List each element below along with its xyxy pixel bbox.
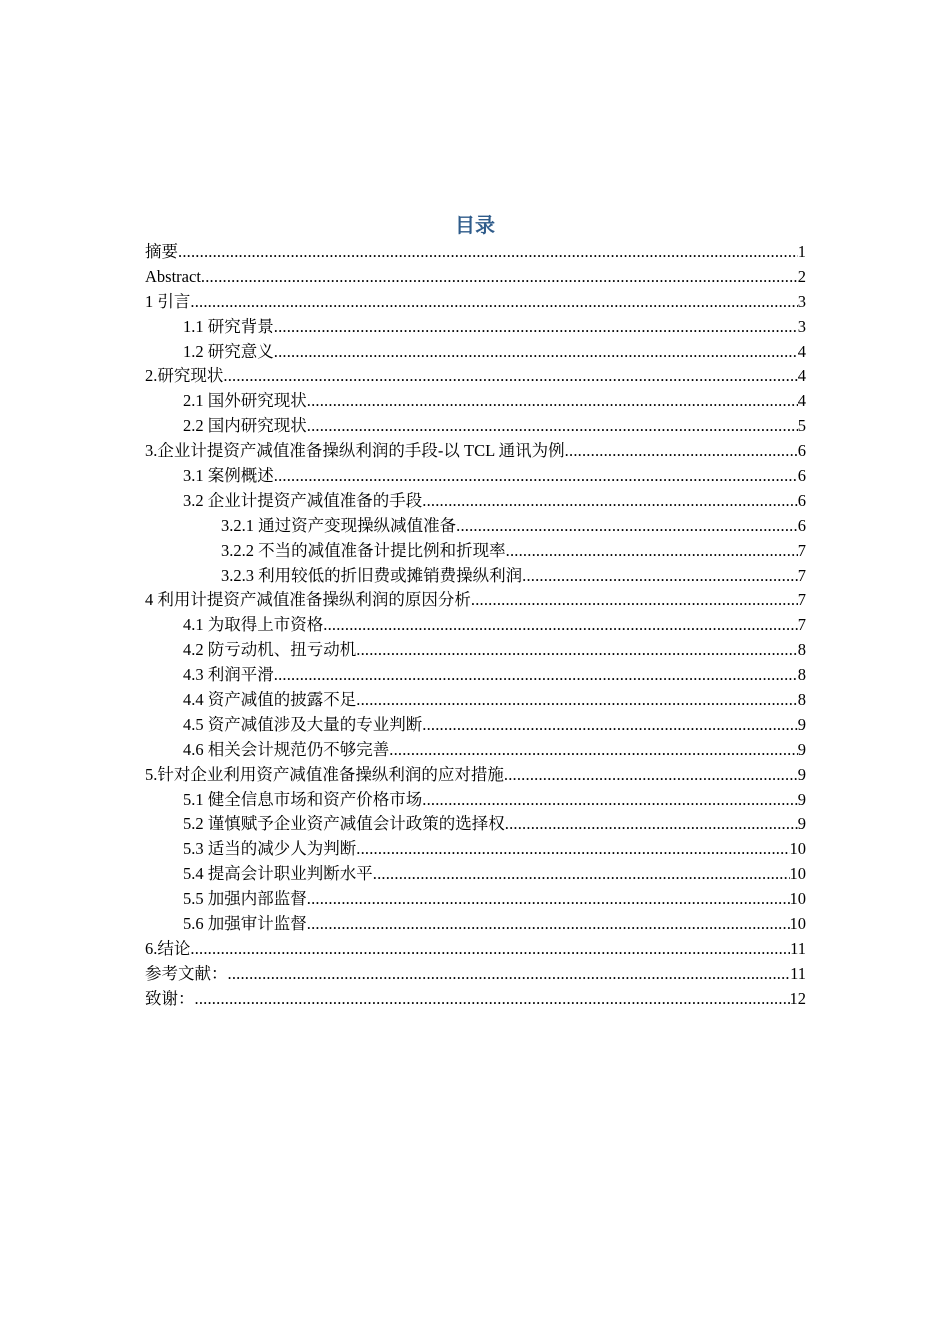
toc-dot-leader <box>356 837 789 862</box>
toc-entry-title[interactable]: 5.针对企业利用资产减值准备操纵利润的应对措施 <box>145 764 504 784</box>
toc-list <box>145 240 806 1012</box>
toc-page-number: 6 <box>797 515 806 535</box>
toc-entry-title[interactable]: 5.4 提高会计职业判断水平 <box>183 864 373 884</box>
toc-dot-leader <box>389 738 798 763</box>
toc-entry[interactable] <box>145 837 806 862</box>
toc-entry-title[interactable]: 5.2 谨慎赋予企业资产减值会计政策的选择权 <box>183 814 505 834</box>
toc-entry[interactable] <box>145 638 806 663</box>
toc-entry-title[interactable]: 6.结论 <box>145 938 191 958</box>
toc-entry[interactable] <box>145 489 806 514</box>
toc-entry[interactable] <box>145 514 806 539</box>
toc-entry[interactable] <box>145 439 806 464</box>
toc-dot-leader <box>307 389 798 414</box>
toc-entry[interactable] <box>145 962 806 987</box>
toc-entry[interactable] <box>145 265 806 290</box>
toc-entry-title[interactable]: 3.2 企业计提资产减值准备的手段 <box>183 490 423 510</box>
toc-page-number: 7 <box>797 590 806 610</box>
toc-entry[interactable] <box>145 987 806 1012</box>
toc-page-number: 6 <box>797 490 806 510</box>
toc-dot-leader <box>178 240 798 265</box>
toc-dot-leader <box>422 788 798 813</box>
toc-page-number: 9 <box>797 764 806 784</box>
toc-entry-title[interactable]: 3.2.3 利用较低的折旧费或摊销费操纵利润 <box>221 565 523 585</box>
toc-page-number: 9 <box>797 714 806 734</box>
toc-entry-title[interactable]: 5.1 健全信息市场和资产价格市场 <box>183 789 423 809</box>
toc-entry-title[interactable]: 1.2 研究意义 <box>183 341 274 361</box>
toc-dot-leader <box>274 464 798 489</box>
toc-page-number: 7 <box>797 615 806 635</box>
toc-entry[interactable] <box>145 588 806 613</box>
toc-page-number: 4 <box>797 391 806 411</box>
toc-entry[interactable] <box>145 539 806 564</box>
toc-page-number: 1 <box>797 242 806 261</box>
toc-entry[interactable] <box>145 613 806 638</box>
toc-entry-title[interactable]: 参考文献： <box>145 963 228 983</box>
toc-page-number: 8 <box>797 640 806 660</box>
toc-dot-leader <box>565 439 798 464</box>
toc-entry[interactable] <box>145 713 806 738</box>
toc-page-number: 11 <box>790 963 806 983</box>
toc-entry-title[interactable]: 致谢： <box>145 988 195 1008</box>
toc-entry-title[interactable]: 3.2.2 不当的减值准备计提比例和折现率 <box>221 540 506 560</box>
toc-dot-leader <box>373 862 790 887</box>
toc-entry-title[interactable]: 5.5 加强内部监督 <box>183 889 307 909</box>
toc-entry-title[interactable]: 5.3 适当的减少人为判断 <box>183 839 357 859</box>
toc-dot-leader <box>504 763 798 788</box>
toc-entry-title[interactable]: 2.2 国内研究现状 <box>183 416 307 436</box>
toc-dot-leader <box>307 414 798 439</box>
toc-entry-title[interactable]: 3.企业计提资产减值准备操纵利润的手段-以 TCL 通讯为例 <box>145 441 565 461</box>
toc-page-number: 7 <box>797 565 806 585</box>
toc-entry[interactable] <box>145 862 806 887</box>
toc-dot-leader <box>274 663 798 688</box>
toc-entry-title[interactable]: 1.1 研究背景 <box>183 316 274 336</box>
toc-entry-title[interactable]: 4 利用计提资产减值准备操纵利润的原因分析 <box>145 590 471 610</box>
toc-entry-title[interactable]: Abstract <box>145 266 201 286</box>
toc-entry-title[interactable]: 4.2 防亏动机、扭亏动机 <box>183 640 357 660</box>
toc-entry[interactable] <box>145 414 806 439</box>
toc-entry[interactable] <box>145 315 806 340</box>
toc-entry[interactable] <box>145 564 806 589</box>
toc-entry[interactable] <box>145 738 806 763</box>
toc-entry-title[interactable]: 1 引言 <box>145 291 191 311</box>
toc-entry-title[interactable]: 2.研究现状 <box>145 366 224 386</box>
toc-entry[interactable] <box>145 812 806 837</box>
toc-entry[interactable] <box>145 240 806 265</box>
toc-page-number: 4 <box>797 341 806 361</box>
toc-page-number: 3 <box>797 291 806 311</box>
toc-page-number: 9 <box>797 789 806 809</box>
toc-title: 目录 <box>455 213 495 237</box>
toc-page-number: 7 <box>797 540 806 560</box>
toc-entry-title[interactable]: 3.1 案例概述 <box>183 466 274 486</box>
toc-page-number: 2 <box>797 266 806 286</box>
toc-entry[interactable] <box>145 663 806 688</box>
toc-page-number: 9 <box>797 814 806 834</box>
toc-page-number: 6 <box>797 466 806 486</box>
toc-entry[interactable] <box>145 340 806 365</box>
toc-entry[interactable] <box>145 464 806 489</box>
toc-page-number: 3 <box>797 316 806 336</box>
toc-entry[interactable] <box>145 937 806 962</box>
toc-dot-leader <box>422 713 798 738</box>
toc-page-number: 8 <box>797 665 806 685</box>
toc-entry-title[interactable]: 5.6 加强审计监督 <box>183 914 307 934</box>
toc-dot-leader <box>307 912 790 937</box>
toc-page-number: 5 <box>797 416 806 436</box>
toc-entry[interactable] <box>145 912 806 937</box>
toc-page-number: 8 <box>797 690 806 710</box>
toc-dot-leader <box>190 290 797 315</box>
toc-entry-title[interactable]: 摘要 <box>145 242 178 261</box>
toc-dot-leader <box>274 340 798 365</box>
toc-dot-leader <box>505 812 798 837</box>
toc-dot-leader <box>356 638 798 663</box>
toc-page-number: 6 <box>797 441 806 461</box>
toc-page-number: 10 <box>789 914 806 934</box>
toc-page-number: 4 <box>797 366 806 386</box>
toc-dot-leader <box>456 514 798 539</box>
toc-entry[interactable] <box>145 763 806 788</box>
toc-entry-title[interactable]: 4.1 为取得上市资格 <box>183 615 324 635</box>
toc-dot-leader <box>228 962 791 987</box>
toc-dot-leader <box>323 613 798 638</box>
toc-entry[interactable] <box>145 688 806 713</box>
toc-dot-leader <box>223 364 797 389</box>
toc-entry[interactable] <box>145 788 806 813</box>
toc-entry[interactable] <box>145 290 806 315</box>
toc-page-number: 9 <box>797 739 806 759</box>
toc-entry-title[interactable]: 3.2.1 通过资产变现操纵减值准备 <box>221 515 457 535</box>
toc-dot-leader <box>274 315 798 340</box>
toc-dot-leader <box>307 887 790 912</box>
toc-dot-leader <box>356 688 798 713</box>
toc-entry[interactable] <box>145 364 806 389</box>
toc-entry[interactable] <box>145 389 806 414</box>
toc-entry-title[interactable]: 4.5 资产减值涉及大量的专业判断 <box>183 714 423 734</box>
toc-page-number: 10 <box>789 864 806 884</box>
toc-entry-title[interactable]: 4.6 相关会计规范仍不够完善 <box>183 739 390 759</box>
toc-page-number: 12 <box>789 988 806 1008</box>
toc-entry-title[interactable]: 4.3 利润平滑 <box>183 665 274 685</box>
toc-entry-title[interactable]: 2.1 国外研究现状 <box>183 391 307 411</box>
toc-dot-leader <box>190 937 790 962</box>
toc-dot-leader <box>422 489 798 514</box>
toc-dot-leader <box>201 265 798 290</box>
toc-entry-title[interactable]: 4.4 资产减值的披露不足 <box>183 690 357 710</box>
toc-dot-leader <box>471 588 798 613</box>
toc-dot-leader <box>195 987 790 1012</box>
toc-dot-leader <box>522 564 798 589</box>
toc-page-number: 11 <box>790 938 806 958</box>
toc-dot-leader <box>506 539 798 564</box>
toc-entry[interactable] <box>145 887 806 912</box>
toc-page-number: 10 <box>789 889 806 909</box>
toc-page-number: 10 <box>789 839 806 859</box>
